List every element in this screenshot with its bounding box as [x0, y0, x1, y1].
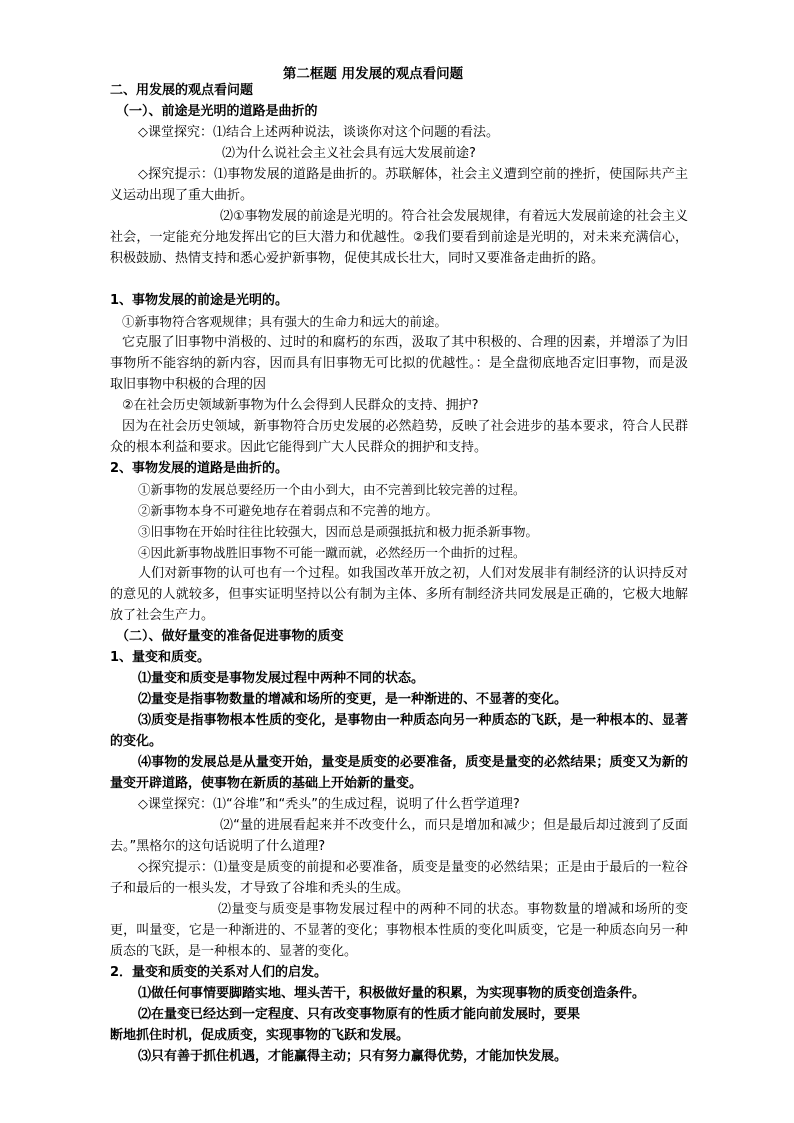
point-1-paragraph: 它克服了旧事物中消极的、过时的和腐朽的东西，汲取了其中积极的、合理的因素，并增添了为旧事物所不能容纳的新内容，因而具有旧事物无可比拟的优越性。：是全盘彻底地否定旧事物，而是汲取旧事物中积极的合理的因: [110, 335, 688, 392]
point-2-item-2: ②新事物本身不可避免地存在着弱点和不完善的地方。: [138, 503, 439, 518]
class-inquiry-1-q2: ⑵为什么说社会主义社会具有远大发展前途?: [222, 146, 476, 161]
point-1-paragraph-2: 因为在社会历史领域，新事物符合历史发展的必然趋势，反映了社会进步的基本要求，符合人民群众的根本利益和要求。因此它能得到广大人民群众的拥护和支持。: [110, 419, 688, 455]
point-1-heading: 1、事物发展的前途是光明的。: [110, 293, 289, 308]
point-1-item-2: ②在社会历史领域新事物为什么会得到人民群众的支持、拥护?: [122, 398, 479, 413]
page-title: 第二框题 用发展的观点看问题: [282, 66, 464, 82]
inquiry-hint-2: ◇探究提示：⑴量变是质变的前提和必要准备，质变是量变的必然结果；正是由于最后的一粒谷子和最后的一根头发，才导致了谷堆和秃头的生成。: [110, 860, 688, 896]
inquiry-hint-2-part2: ⑵量变与质变是事物发展过程中的两种不同的状态。事物数量的增减和场所的变更，叫量变，它是一种渐进的、不显著的变化；事物根本性质的变化叫质变，它是一种质态向另一种质态的飞跃，是一种根本的、显著的变化。: [110, 902, 688, 959]
point-qc-2: ⑵量变是指事物数量的增减和场所的变更，是一种渐进的、不显著的变化。: [138, 692, 568, 707]
section-heading-2: 二、用发展的观点看问题: [110, 83, 254, 98]
inquiry-hint-1: ◇探究提示：⑴事物发展的道路是曲折的。苏联解体，社会主义遭到空前的挫折，使国际共产主义运动出现了重大曲折。: [110, 167, 688, 203]
point-2-heading: 2、事物发展的道路是曲折的。: [110, 461, 289, 476]
point-qc-1: ⑴量变和质变是事物发展过程中两种不同的状态。: [138, 671, 425, 686]
point-2-item-1: ①新事物的发展总要经历一个由小到大，由不完善到比较完善的过程。: [138, 482, 526, 497]
point-inspire-heading: 2．量变和质变的关系对人们的启发。: [110, 965, 328, 980]
point-qc-3: ⑶质变是指事物根本性质的变化，是事物由一种质态向另一种质态的飞跃，是一种根本的、显著的变化。: [110, 713, 688, 749]
point-1-item-1: ①新事物符合客观规律；具有强大的生命力和远大的前途。: [122, 314, 448, 329]
point-inspire-1: ⑴做任何事情要脚踏实地、埋头苦干，积极做好量的积累，为实现事物的质变创造条件。: [138, 986, 646, 1001]
point-2-item-3: ③旧事物在开始时往往比较强大，因而总是顽强抵抗和极力扼杀新事物。: [138, 524, 539, 539]
class-inquiry-2: ◇课堂探究：⑴“谷堆”和“秃头”的生成过程，说明了什么哲学道理?: [138, 797, 520, 812]
point-qc-heading: 1、量变和质变。: [110, 650, 211, 665]
point-qc-4: ⑷事物的发展总是从量变开始，量变是质变的必要准备，质变是量变的必然结果；质变又为新的量变开辟道路，使事物在新质的基础上开始新的量变。: [110, 755, 688, 791]
point-2-item-4: ④因此新事物战胜旧事物不可能一蹴而就，必然经历一个曲折的过程。: [138, 545, 526, 560]
subsection-heading-2: （二）、做好量变的准备促进事物的质变: [116, 629, 344, 644]
class-inquiry-1: ◇课堂探究：⑴结合上述两种说法，谈谈你对这个问题的看法。: [138, 125, 499, 140]
point-2-paragraph: 人们对新事物的认可也有一个过程。如我国改革开放之初，人们对发展非有制经济的认识持反对的意见的人就较多，但事实证明坚持以公有制为主体、多所有制经济共同发展是正确的，它极大地解放了社会生产力。: [110, 566, 688, 623]
point-inspire-3: ⑶只有善于抓住机遇，才能赢得主动；只有努力赢得优势，才能加快发展。: [138, 1049, 568, 1064]
point-inspire-2: ⑵在量变已经达到一定程度、只有改变事物原有的性质才能向前发展时，要果: [138, 1007, 581, 1022]
subsection-heading-1: （一）、前途是光明的道路是曲折的: [116, 104, 318, 119]
class-inquiry-2-q2: ⑵“量的进展看起来并不改变什么，而只是增加和减少；但是最后却过渡到了反面去。”黑格尔的这句话说明了什么道理?: [110, 818, 688, 854]
point-inspire-2-cont: 断地抓住时机，促成质变，实现事物的飞跃和发展。: [110, 1028, 410, 1043]
inquiry-hint-1-part2: ⑵①事物发展的前途是光明的。符合社会发展规律，有着远大发展前途的社会主义社会，一定能充分地发挥出它的巨大潜力和优越性。②我们要看到前途是光明的，对未来充满信心，积极鼓励、热情支持和悉心爱护新事物，促使其成长壮大，同时又要准备走曲折的路。: [110, 209, 688, 266]
